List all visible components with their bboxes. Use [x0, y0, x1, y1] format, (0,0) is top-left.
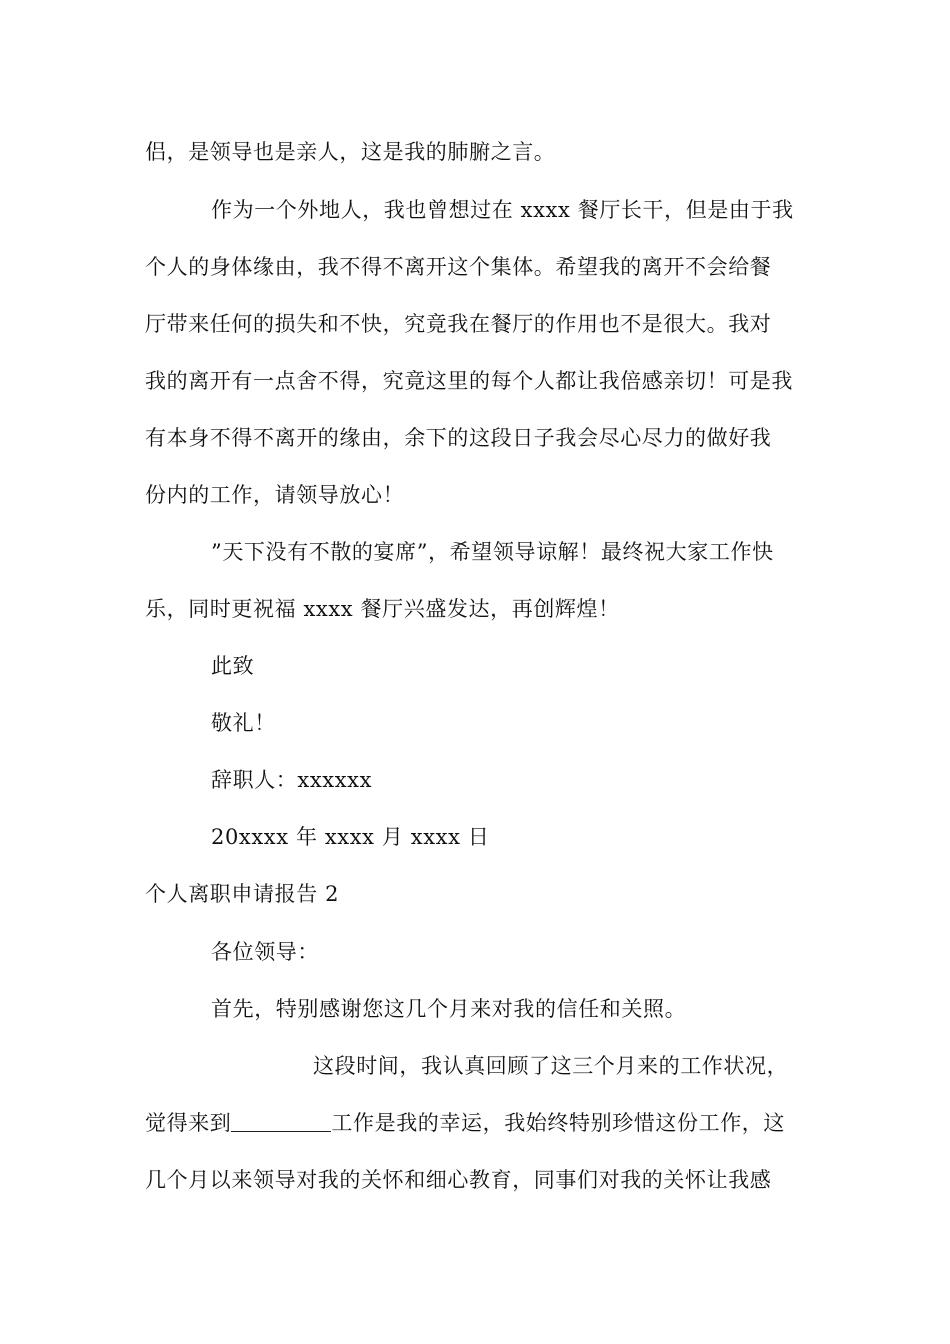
text-line: 侣，是领导也是亲人，这是我的肺腑之言。 — [145, 140, 556, 164]
text-line: 首先，特别感谢您这几个月来对我的信任和关照。 — [211, 997, 687, 1021]
fill-in-blank — [231, 1111, 331, 1132]
date-line: 20xxxx 年 xxxx 月 xxxx 日 — [211, 825, 490, 849]
closing-salutation: 此致 — [211, 654, 255, 678]
section-title: 个人离职申请报告 2 — [145, 882, 340, 906]
signature-line: 辞职人：xxxxxx — [211, 768, 373, 792]
text-line: 作为一个外地人，我也曾想过在 xxxx 餐厅长干，但是由于我 — [211, 198, 794, 222]
text-line: 有本身不得不离开的缘由，余下的这段日子我会尽心尽力的做好我 — [145, 426, 772, 450]
text-segment: 觉得来到 — [145, 1111, 232, 1135]
text-line: 个人的身体缘由，我不得不离开这个集体。希望我的离开不会给餐 — [145, 255, 772, 279]
greeting-line: 各位领导： — [211, 940, 319, 964]
text-line-with-blank — [145, 1108, 815, 1138]
text-line: 乐，同时更祝福 xxxx 餐厅兴盛发达，再创辉煌！ — [145, 597, 620, 621]
text-line: 份内的工作，请领导放心！ — [145, 483, 405, 507]
text-line: 厅带来任何的损失和不快，究竟我在餐厅的作用也不是很大。我对 — [145, 312, 772, 336]
text-line: 这段时间，我认真回顾了这三个月来的工作状况， — [313, 1054, 789, 1078]
text-line: 几个月以来领导对我的关怀和细心教育，同事们对我的关怀让我感 — [145, 1168, 772, 1192]
text-line: 我的离开有一点舍不得，究竟这里的每个人都让我倍感亲切！可是我 — [145, 369, 793, 393]
text-segment: 工作是我的幸运，我始终特别珍惜这份工作，这 — [331, 1111, 786, 1135]
closing-regards: 敬礼！ — [211, 711, 276, 735]
text-line: ”天下没有不散的宴席”，希望领导谅解！最终祝大家工作快 — [211, 540, 774, 564]
